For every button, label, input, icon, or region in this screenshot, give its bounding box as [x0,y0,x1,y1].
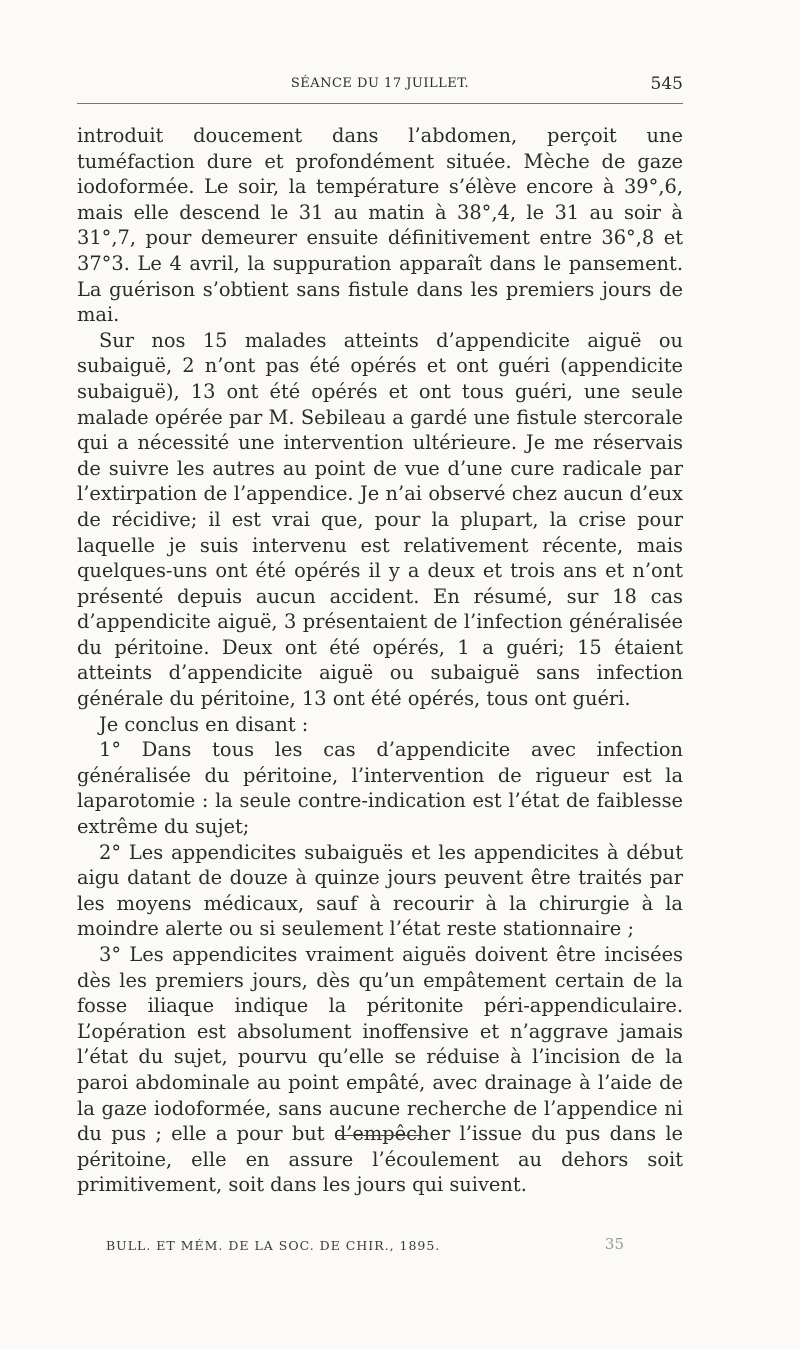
paragraph-conclusion-1: 1° Dans tous les cas d’appendicite avec infection généralisée du péritoine, l’intervention de rigueur est la laparotomie : la seule contre-indication est l’état de faiblesse extrême du sujet; [77,738,683,839]
paragraph-summary: Sur nos 15 malades atteints d’appendicite aiguë ou subaiguë, 2 n’ont pas été opérés et ont guéri (appendicite subaiguë), 13 ont été opérés et ont tous guéri, une seule malade opérée par M. Sebileau a gardé une fistule stercorale qui a nécessité une intervention ultérieure. Je me réservais de suivre les autres au point de vue d’une cure radicale par l’extirpation de l’appendice. Je n’ai observé chez aucun d’eux de récidive; il est vrai que, pour la plupart, la crise pour laquelle je suis intervenu est relativement récente, mais quelques-uns ont été opérés il y a deux et trois ans et n’ont présenté depuis aucun accident. En résumé, sur 18 cas d’appendicite aiguë, 3 présentaient de l’infection généralisée du péritoine. Deux ont été opérés, 1 a guéri; 15 étaient atteints d’appendicite aiguë ou subaiguë sans infection générale du péritoine, 13 ont été opérés, tous ont guéri. [77,328,683,711]
section-end-rule [337,1135,422,1136]
header-rule [77,103,683,104]
page-number: 545 [650,74,683,94]
paragraph-conclusion-3: 3° Les appendicites vraiment aiguës doivent être incisées dès les premiers jours, dès qu’un empâtement certain de la fosse iliaque indique la péritonite péri-appendiculaire. L’opération est absolument inoffensive et n’aggrave jamais l’état du sujet, pourvu qu’elle se réduise à l’incision de la paroi abdominale au point empâté, avec drainage à l’aide de la gaze iodoformée, sans aucune recherche de l’appendice ni du pus ; elle a pour but d’empêcher l’issue du pus dans le péritoine, elle en assure l’écoulement au dehors soit primitivement, soit dans les jours qui suivent. [77,943,683,1197]
paragraph-continuation: introduit doucement dans l’abdomen, perçoit une tuméfaction dure et profondément située. Mèche de gaze iodoformée. Le soir, la température s’élève encore à 39°,6, mais elle descend le 31 au matin à 38°,4, le 31 au soir à 31°,7, pour demeurer ensuite définitivement entre 36°,8 et 37°3. Le 4 avril, la suppuration apparaît dans le pansement. La guérison s’obtient sans fistule dans les premiers jours de mai. [77,124,683,327]
paragraph-conclusion-intro: Je conclus en disant : [99,712,309,736]
page-footer [106,1235,624,1257]
running-title: SÉANCE DU 17 JUILLET. [290,76,470,91]
signature-mark: 35 [604,1235,624,1253]
body-text [77,123,683,1198]
page-header [77,74,683,98]
paragraph-conclusion-2: 2° Les appendicites subaiguës et les appendicites à début aigu datant de douze à quinze jours peuvent être traités par les moyens médicaux, sauf à recourir à la chirurgie à la moindre alerte ou si seulement l’état reste stationnaire ; [77,840,683,941]
bulletin-reference: BULL. ET MÉM. DE LA SOC. DE CHIR., 1895. [106,1238,441,1253]
